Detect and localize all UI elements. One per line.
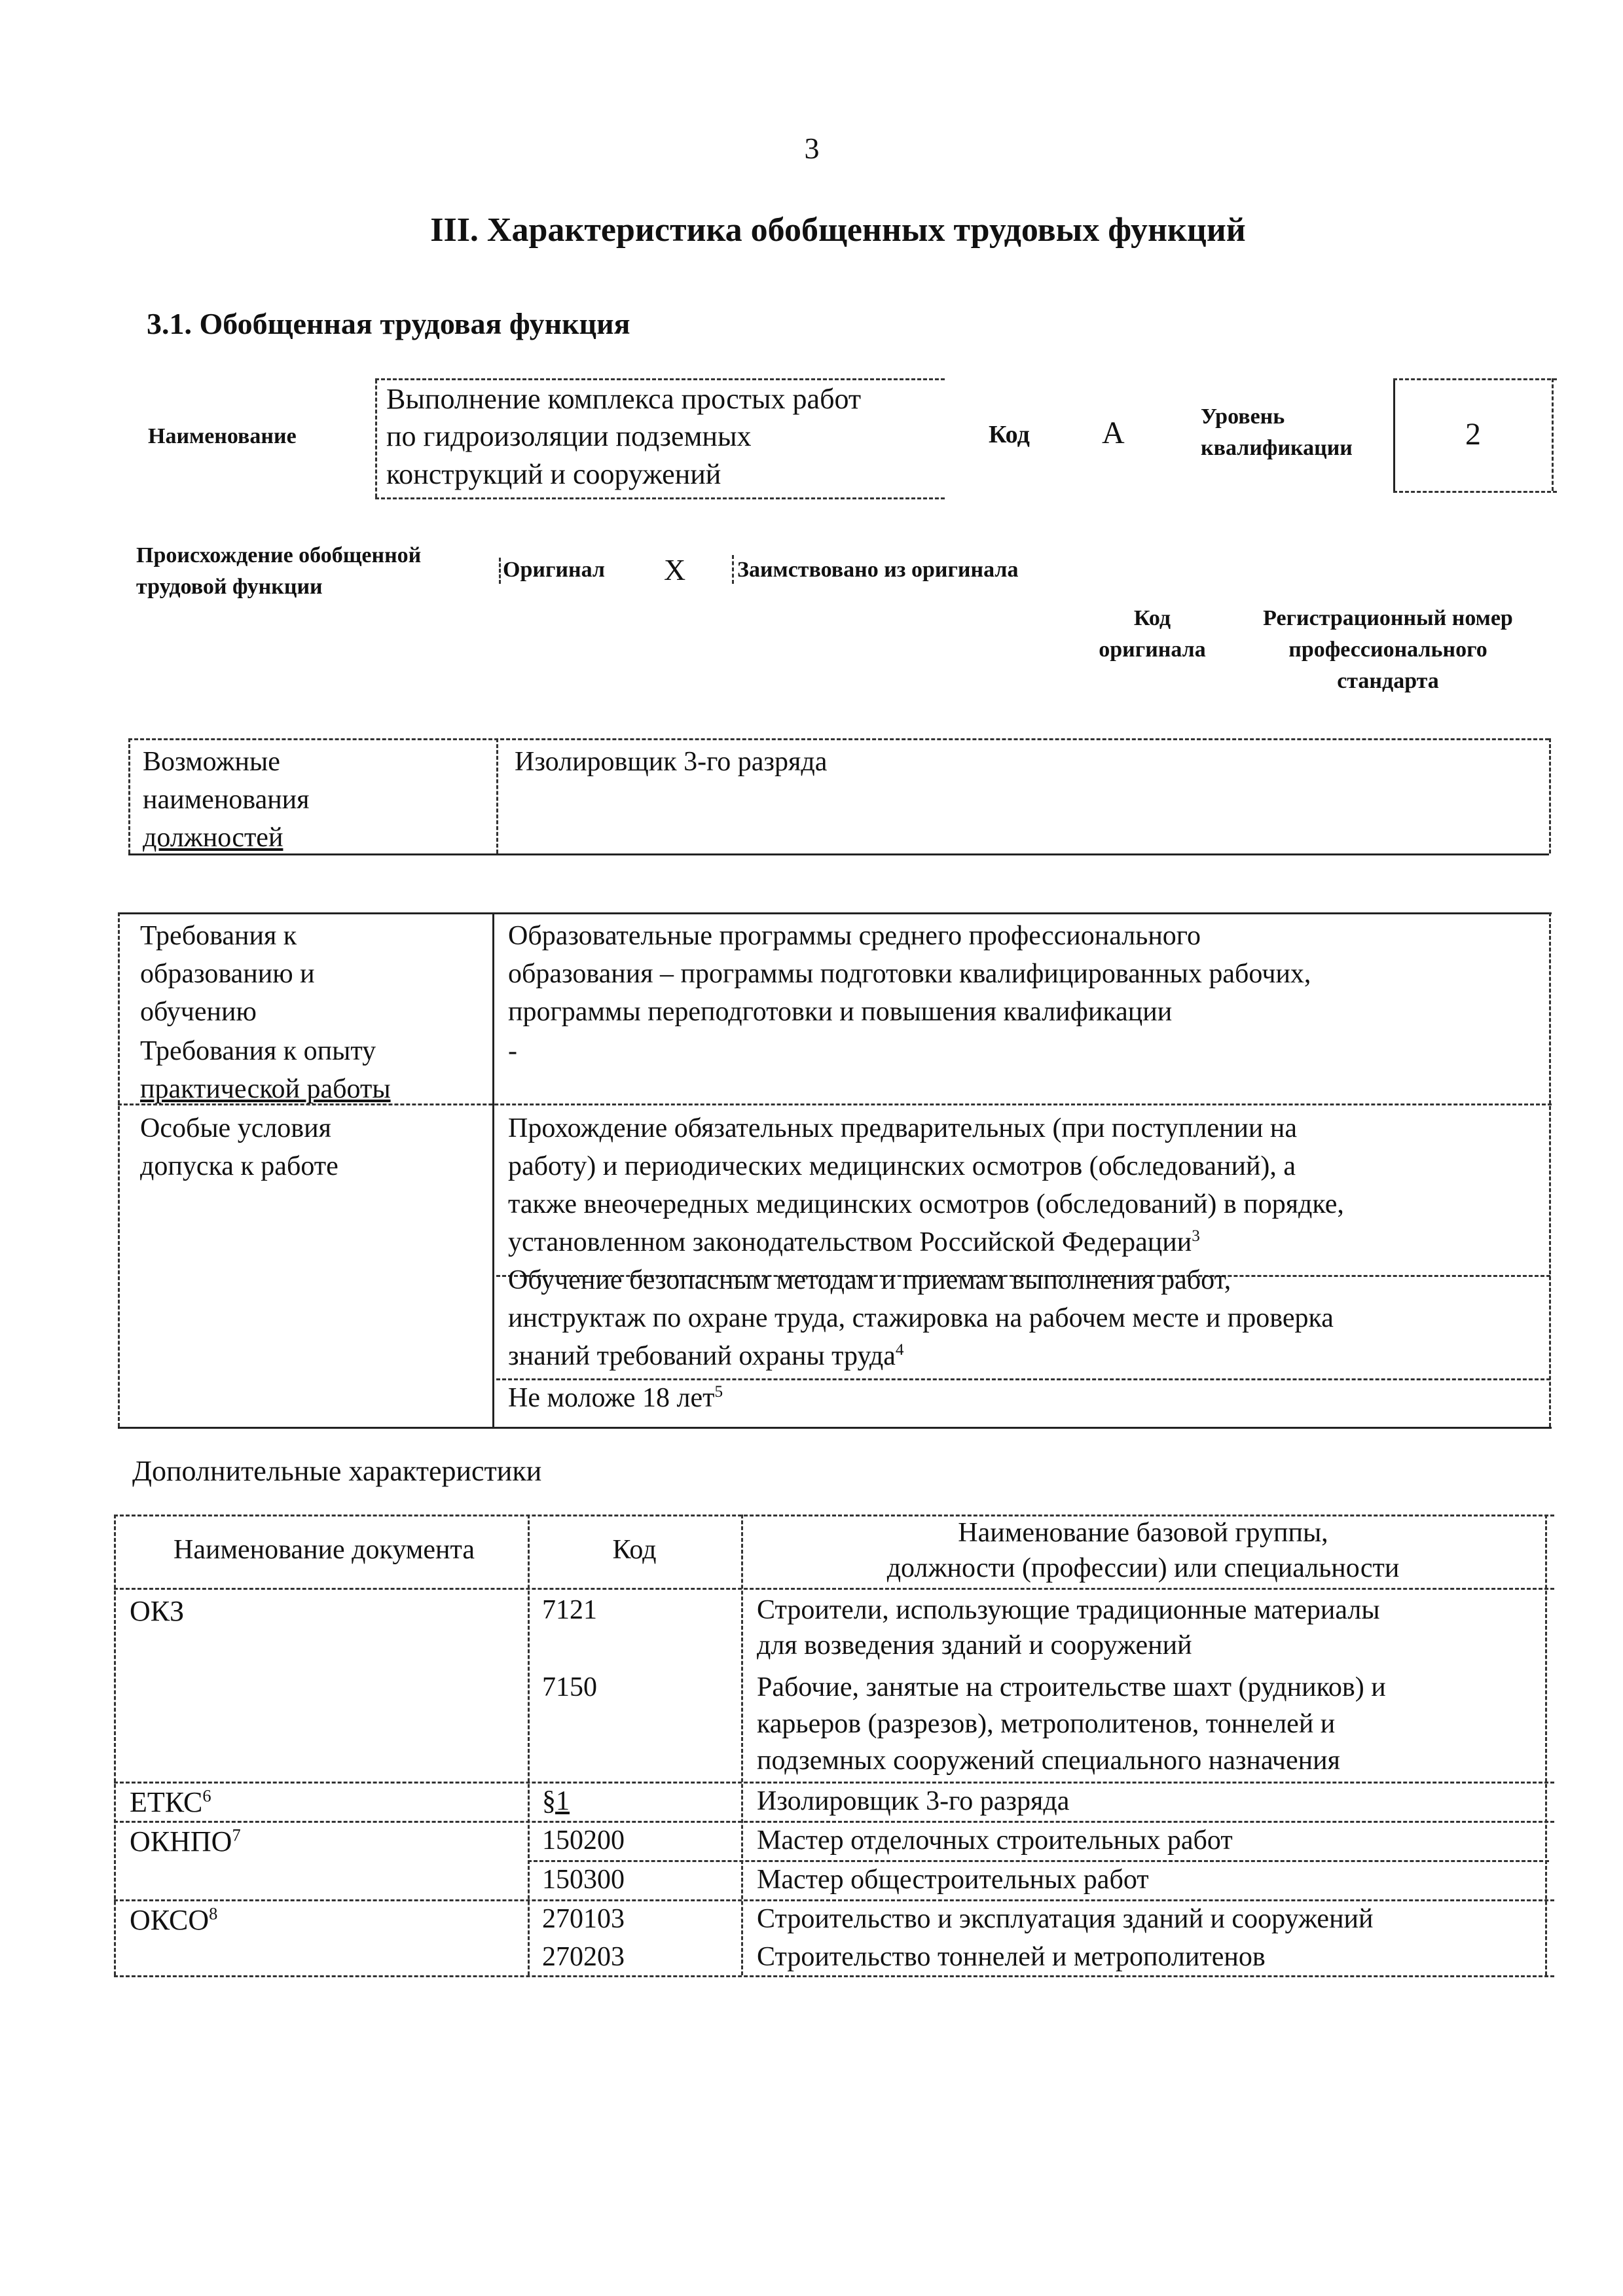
- conditions-2-line-3: [508, 1340, 903, 1372]
- education-value-2: образования – программы подготовки квалифицированных рабочих,: [508, 959, 1311, 989]
- origin-reg-number-3: стандарта: [1337, 669, 1439, 693]
- origin-code-original-1: Код: [1133, 606, 1171, 630]
- footnote-ref-7: 7: [232, 1825, 241, 1845]
- row-7-code: 270203: [542, 1942, 625, 1972]
- conditions-1-line-1: Прохождение обязательных предварительных (при поступлении на: [508, 1113, 1298, 1143]
- education-value-1: Образовательные программы среднего профессионального: [508, 921, 1201, 951]
- origin-original-mark: X: [664, 553, 686, 586]
- footnote-ref-6: 6: [202, 1785, 211, 1806]
- function-name-line-2: по гидроизоляции подземных: [386, 420, 752, 452]
- row-5-code: 150300: [542, 1865, 625, 1895]
- function-level-value: 2: [1465, 417, 1481, 452]
- conditions-label-1: Особые условия: [140, 1113, 331, 1143]
- page-number: 3: [804, 132, 820, 165]
- origin-code-original-2: оригинала: [1099, 637, 1206, 662]
- conditions-3-text: Не моложе 18 лет: [508, 1383, 715, 1413]
- header-name-2: должности (профессии) или специальности: [886, 1553, 1400, 1583]
- row-2-name-2: карьеров (разрезов), метрополитенов, тоннелей и: [757, 1709, 1336, 1739]
- origin-original-label: Оригинал: [503, 558, 605, 582]
- row-6-doc-text: ОКСО: [130, 1904, 210, 1936]
- footnote-ref-5: 5: [714, 1383, 723, 1401]
- experience-label-2: практической работы: [140, 1074, 391, 1104]
- row-1-doc: ОКЗ: [130, 1595, 185, 1627]
- conditions-2-text: знаний требований охраны труда: [508, 1341, 896, 1371]
- origin-label-2: трудовой функции: [136, 575, 323, 599]
- header-doc: Наименование документа: [173, 1535, 475, 1565]
- row-3-name-1: Изолировщик 3-го разряда: [757, 1786, 1070, 1816]
- function-code-label: Код: [989, 421, 1030, 448]
- section-title: III. Характеристика обобщенных трудовых функций: [430, 211, 1246, 249]
- origin-borrowed-label: Заимствовано из оригинала: [737, 558, 1019, 582]
- function-level-label-1: Уровень: [1201, 404, 1285, 429]
- row-4-code: 150200: [542, 1825, 625, 1856]
- positions-label-1: Возможные: [143, 747, 280, 777]
- row-1-name-1: Строители, использующие традиционные материалы: [757, 1595, 1380, 1625]
- conditions-2-line-1: Обучение безопасным методам и приемам выполнения работ,: [508, 1265, 1231, 1295]
- row-4-doc-text: ОКНПО: [130, 1825, 232, 1857]
- row-5-name-1: Мастер общестроительных работ: [757, 1865, 1149, 1895]
- footnote-ref-4: 4: [895, 1341, 904, 1359]
- education-value-3: программы переподготовки и повышения квалификации: [508, 997, 1173, 1027]
- positions-value: Изолировщик 3-го разряда: [515, 747, 828, 777]
- origin-reg-number-1: Регистрационный номер: [1263, 606, 1513, 630]
- row-1-code: 7121: [542, 1595, 597, 1625]
- conditions-label-2: допуска к работе: [140, 1151, 338, 1181]
- experience-value: -: [508, 1036, 517, 1066]
- row-4-doc: [130, 1825, 241, 1858]
- positions-label-3: должностей: [143, 823, 283, 853]
- row-2-code: 7150: [542, 1672, 597, 1702]
- row-3-code: §1: [542, 1786, 570, 1816]
- function-name-label: Наименование: [148, 424, 297, 448]
- function-name-line-3: конструкций и сооружений: [386, 458, 721, 490]
- row-6-name-1: Строительство и эксплуатация зданий и сооружений: [757, 1904, 1374, 1934]
- conditions-1-text: установленном законодательством Российской Федерации: [508, 1227, 1192, 1257]
- header-name-1: Наименование базовой группы,: [958, 1518, 1328, 1548]
- row-2-name-1: Рабочие, занятые на строительстве шахт (рудников) и: [757, 1672, 1386, 1702]
- footnote-ref-8: 8: [209, 1903, 218, 1924]
- row-3-doc-text: ЕТКС: [130, 1786, 203, 1818]
- row-1-name-2: для возведения зданий и сооружений: [757, 1630, 1192, 1660]
- origin-reg-number-2: профессионального: [1288, 637, 1487, 662]
- function-level-label-2: квалификации: [1201, 436, 1353, 460]
- header-code: Код: [612, 1535, 657, 1565]
- footnote-ref-3: 3: [1192, 1227, 1200, 1245]
- row-6-code: 270103: [542, 1904, 625, 1934]
- education-label-3: обучению: [140, 997, 257, 1027]
- row-6-doc: [130, 1903, 217, 1937]
- conditions-3: [508, 1382, 723, 1414]
- conditions-1-line-2: работу) и периодических медицинских осмотров (обследований), а: [508, 1151, 1296, 1181]
- row-4-name-1: Мастер отделочных строительных работ: [757, 1825, 1233, 1856]
- function-code-value: A: [1102, 416, 1125, 450]
- additional-title: Дополнительные характеристики: [132, 1455, 542, 1487]
- education-label-1: Требования к: [140, 921, 297, 951]
- row-7-name-1: Строительство тоннелей и метрополитенов: [757, 1942, 1266, 1972]
- row-2-name-3: подземных сооружений специального назначения: [757, 1746, 1340, 1776]
- conditions-1-line-3: также внеочередных медицинских осмотров (обследований) в порядке,: [508, 1189, 1344, 1219]
- function-name-line-1: Выполнение комплекса простых работ: [386, 383, 862, 415]
- education-label-2: образованию и: [140, 959, 315, 989]
- origin-label-1: Происхождение обобщенной: [136, 543, 422, 567]
- positions-label-2: наименования: [143, 785, 310, 815]
- conditions-1-line-4: [508, 1227, 1200, 1258]
- row-3-doc: [130, 1785, 211, 1819]
- conditions-2-line-2: инструктаж по охране труда, стажировка на рабочем месте и проверка: [508, 1303, 1334, 1333]
- subsection-title: 3.1. Обобщенная трудовая функция: [147, 307, 630, 340]
- experience-label-1: Требования к опыту: [140, 1036, 376, 1066]
